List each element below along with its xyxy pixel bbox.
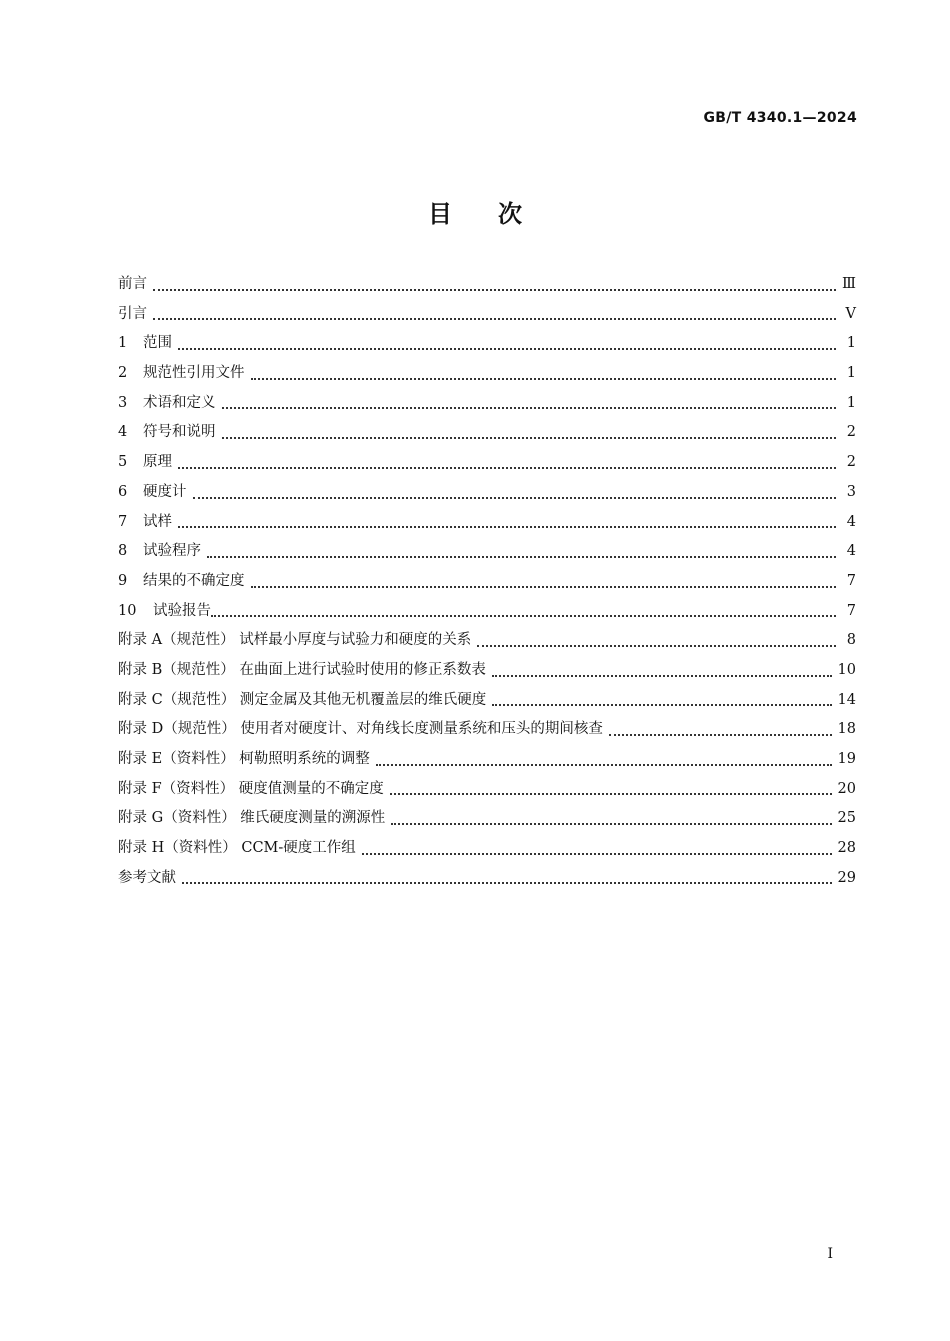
toc-entry-page: 7 <box>846 572 856 589</box>
toc-leader <box>222 407 837 409</box>
toc-entry[interactable] <box>118 448 856 478</box>
toc-entry-label: 试验报告 <box>153 602 211 619</box>
toc-entry-label: 附录 H（资料性） CCM-硬度工作组 <box>118 840 356 857</box>
toc-entry-label: 附录 D（规范性） 使用者对硬度计、对角线长度测量系统和压头的期间核查 <box>118 721 603 738</box>
toc-leader <box>178 348 836 350</box>
toc-entry[interactable] <box>118 478 856 508</box>
toc-entry-page: 4 <box>846 513 856 530</box>
toc-entry-annex[interactable] <box>118 804 856 834</box>
toc-entry-page: 20 <box>837 780 856 797</box>
toc-entry-label: 原理 <box>143 454 172 471</box>
standard-code: GB/T 4340.1—2024 <box>703 110 857 126</box>
toc-entry-page: 10 <box>837 661 856 678</box>
toc-entry-label: 结果的不确定度 <box>143 572 245 589</box>
toc-entry-number: 7 <box>118 513 128 530</box>
toc-entry-page: 3 <box>846 483 856 500</box>
toc-leader <box>362 853 832 855</box>
toc-entry-number: 1 <box>118 335 128 352</box>
toc-entry-number: 10 <box>118 602 137 619</box>
toc-entry-label: 附录 A（规范性） 试样最小厚度与试验力和硬度的关系 <box>118 632 472 649</box>
toc-entry-label: 附录 B（规范性） 在曲面上进行试验时使用的修正系数表 <box>118 661 486 678</box>
toc-entry-annex[interactable] <box>118 775 856 805</box>
toc-entry[interactable] <box>118 537 856 567</box>
toc-leader <box>182 882 832 884</box>
toc-entry[interactable] <box>118 300 856 330</box>
toc-entry-page: 4 <box>846 543 856 560</box>
toc-entry-label: 参考文献 <box>118 869 176 886</box>
toc-leader <box>222 437 837 439</box>
toc-entry[interactable] <box>118 359 856 389</box>
toc-entry-page: 1 <box>846 394 856 411</box>
toc-entry-annex[interactable] <box>118 686 856 716</box>
toc-entry-label: 引言 <box>118 305 147 322</box>
toc-entry-number: 8 <box>118 543 128 560</box>
toc-entry[interactable] <box>118 597 856 627</box>
toc-entry[interactable] <box>118 389 856 419</box>
toc-leader <box>193 497 837 499</box>
toc-entry-page: 29 <box>837 869 856 886</box>
toc-entry-label: 符号和说明 <box>143 424 216 441</box>
toc-leader <box>477 645 836 647</box>
toc-leader <box>251 586 837 588</box>
toc-entry-annex[interactable] <box>118 834 856 864</box>
toc-entry[interactable] <box>118 329 856 359</box>
toc-entry[interactable] <box>118 270 856 300</box>
toc-entry-number: 5 <box>118 454 128 471</box>
toc-leader <box>178 526 836 528</box>
toc-entry-annex[interactable] <box>118 656 856 686</box>
toc-entry[interactable] <box>118 418 856 448</box>
toc-entry-page: Ⅴ <box>845 305 856 322</box>
toc-leader <box>251 378 837 380</box>
toc-leader <box>153 318 836 320</box>
toc-entry-number: 6 <box>118 483 128 500</box>
toc-leader <box>391 823 831 825</box>
toc-entry-page: 14 <box>837 691 856 708</box>
toc-leader <box>153 289 836 291</box>
toc-leader <box>211 615 836 617</box>
toc-entry-annex[interactable] <box>118 715 856 745</box>
toc-entry-label: 术语和定义 <box>143 394 216 411</box>
toc-leader <box>492 675 832 677</box>
toc-entry-page: 1 <box>846 365 856 382</box>
page-number: Ⅰ <box>827 1246 833 1262</box>
toc-entry-label: 附录 E（资料性） 柯勒照明系统的调整 <box>118 751 370 767</box>
toc-entry-annex[interactable] <box>118 745 856 775</box>
toc-entry-label: 试验程序 <box>143 543 201 560</box>
toc-entry[interactable] <box>118 508 856 538</box>
toc-entry-label: 附录 C（规范性） 测定金属及其他无机覆盖层的维氏硬度 <box>118 691 487 708</box>
toc-entry-page: 7 <box>846 602 856 619</box>
toc-entry[interactable] <box>118 864 856 894</box>
toc-entry-page: Ⅲ <box>842 276 856 292</box>
toc-entry-label: 范围 <box>143 335 172 352</box>
toc-entry-page: 8 <box>846 632 856 649</box>
toc-leader <box>492 704 831 706</box>
page-title: 目次 <box>428 200 568 228</box>
toc-entry-page: 25 <box>837 810 856 827</box>
toc-entry-label: 规范性引用文件 <box>143 365 245 382</box>
toc-entry-label: 前言 <box>118 276 147 292</box>
toc-leader <box>376 764 832 766</box>
toc-entry-label: 试样 <box>143 513 172 530</box>
toc-entry-label: 硬度计 <box>143 483 187 500</box>
table-of-contents <box>118 270 856 893</box>
toc-entry-label: 附录 F（资料性） 硬度值测量的不确定度 <box>118 780 384 797</box>
toc-entry[interactable] <box>118 567 856 597</box>
toc-entry-number: 4 <box>118 424 128 441</box>
toc-entry-page: 2 <box>846 454 856 471</box>
toc-entry-label: 附录 G（资料性） 维氏硬度测量的溯源性 <box>118 810 386 827</box>
toc-entry-annex[interactable] <box>118 626 856 656</box>
toc-leader <box>609 734 832 736</box>
toc-leader <box>390 793 832 795</box>
toc-leader <box>178 467 836 469</box>
toc-leader <box>207 556 836 558</box>
toc-entry-number: 2 <box>118 365 128 382</box>
toc-entry-number: 3 <box>118 394 128 411</box>
toc-entry-page: 28 <box>837 840 856 857</box>
toc-entry-page: 19 <box>837 751 856 767</box>
toc-entry-page: 2 <box>846 424 856 441</box>
toc-entry-page: 18 <box>837 721 856 738</box>
toc-entry-number: 9 <box>118 572 128 589</box>
toc-entry-page: 1 <box>846 335 856 352</box>
